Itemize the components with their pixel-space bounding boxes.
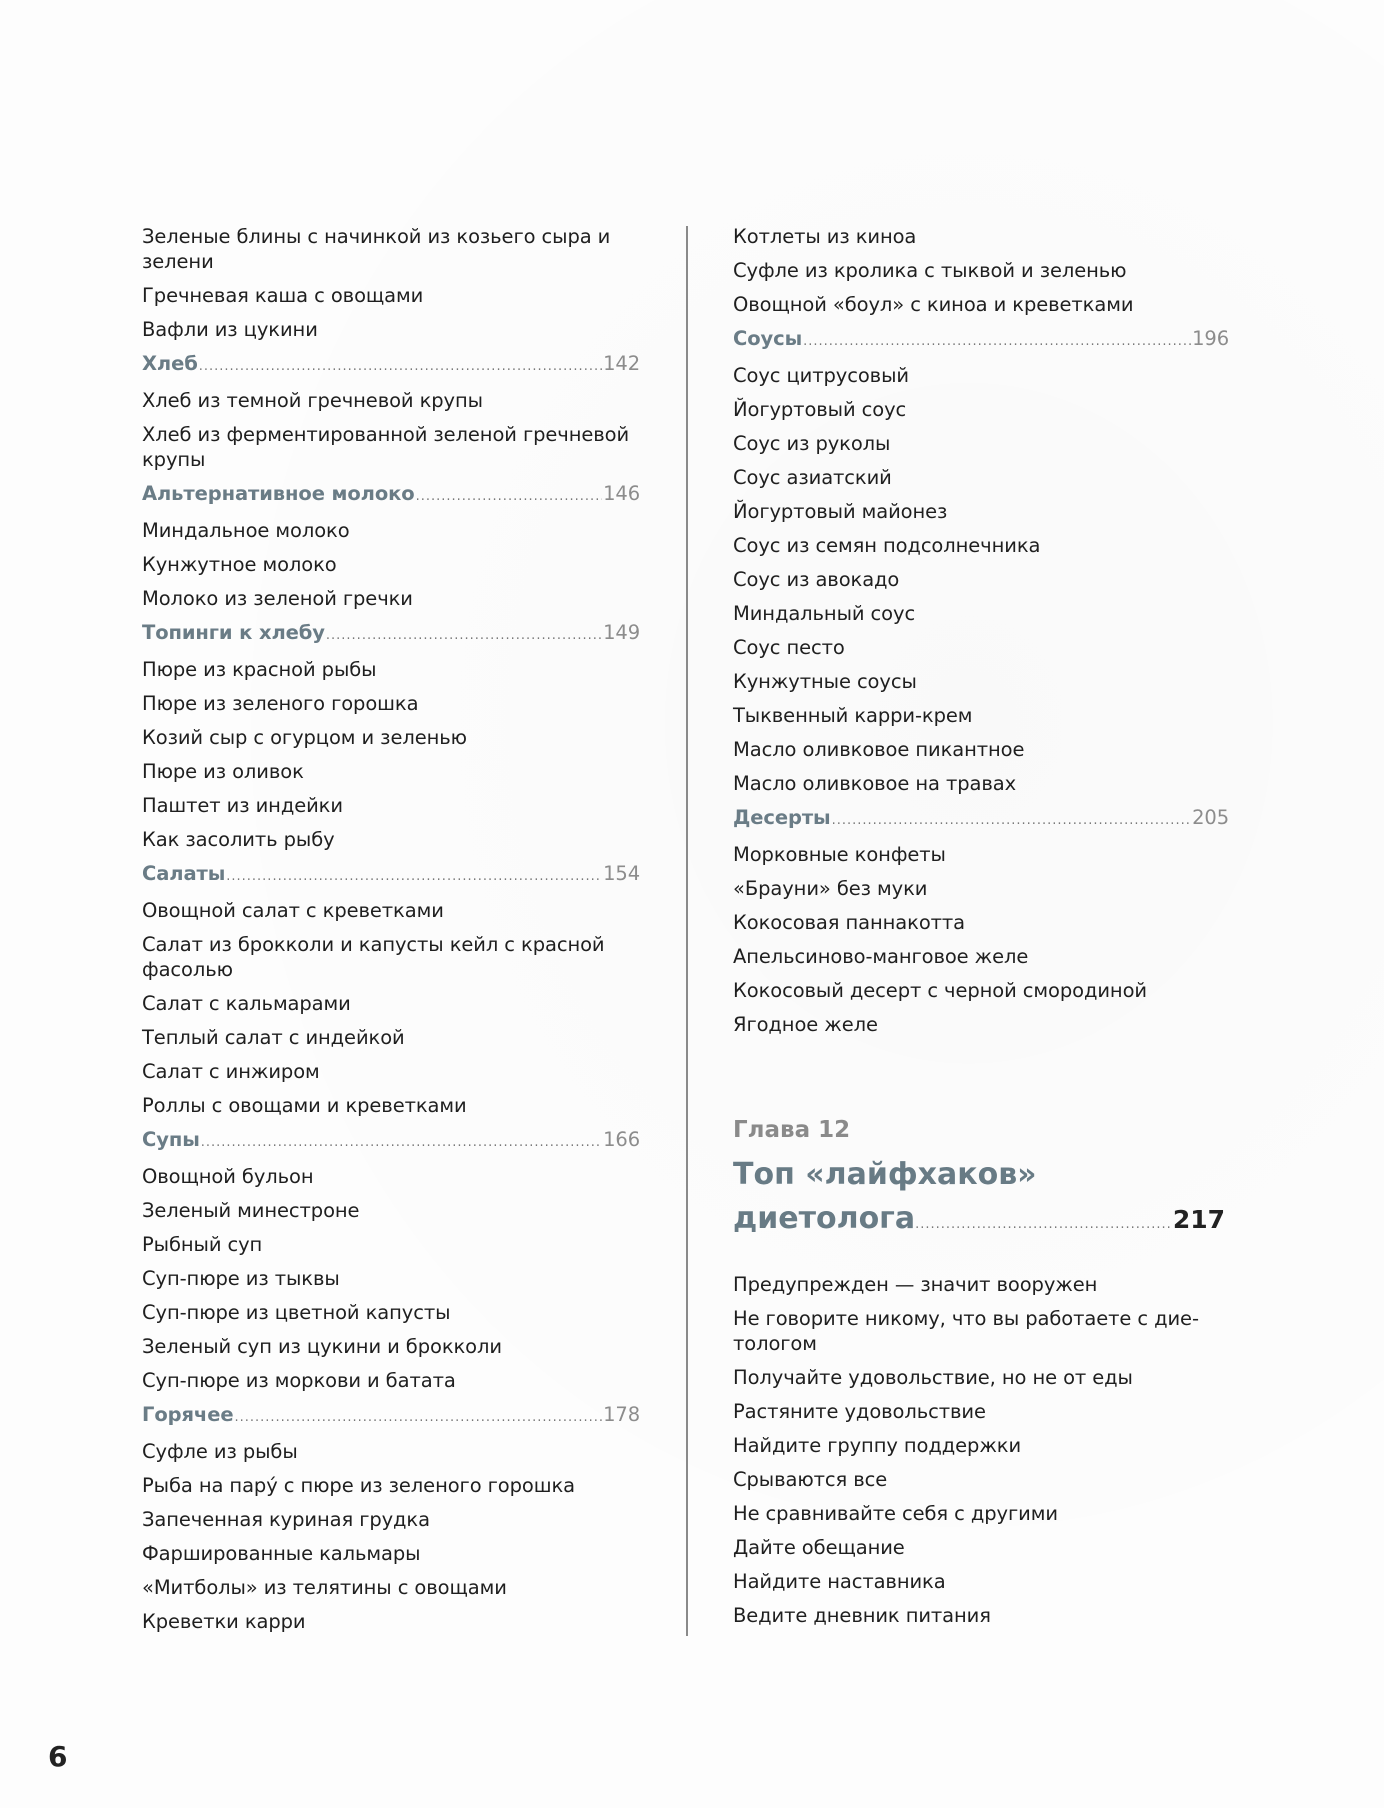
section-page-number: 166 <box>603 1127 640 1151</box>
toc-section-heading[interactable] <box>733 800 1229 837</box>
toc-entry[interactable]: Масло оливковое на травах <box>733 771 1017 795</box>
toc-entry[interactable]: Суфле из рыбы <box>142 1439 298 1463</box>
chapter-entry[interactable]: Не говорите никому, что вы работаете с дие-тологом <box>733 1306 1199 1355</box>
toc-entry[interactable]: Кокосовая паннакотта <box>733 910 966 934</box>
toc-entry[interactable]: Овощной «боул» с киноа и креветками <box>733 292 1134 316</box>
section-page-number: 205 <box>1192 805 1229 829</box>
dot-leader <box>326 623 602 648</box>
section-page-number: 196 <box>1192 326 1229 350</box>
toc-section-heading[interactable] <box>142 476 640 513</box>
toc-entry[interactable]: Зеленый минестроне <box>142 1198 360 1222</box>
toc-entry[interactable]: Овощной бульон <box>142 1164 314 1188</box>
toc-section-heading[interactable] <box>142 346 640 383</box>
dot-leader <box>234 1405 602 1430</box>
chapter-entry[interactable]: Ведите дневник питания <box>733 1603 991 1627</box>
chapter-title[interactable]: Топ «лайфхаков» <box>733 1157 1037 1192</box>
chapter-entry[interactable]: Не сравнивайте себя с другими <box>733 1501 1058 1525</box>
chapter-title-line2[interactable] <box>733 1197 1225 1247</box>
dot-leader <box>199 354 602 379</box>
toc-entry[interactable]: Салат с инжиром <box>142 1059 320 1083</box>
chapter-items <box>733 1267 1233 1632</box>
dot-leader <box>416 484 603 509</box>
toc-entry[interactable]: Вафли из цукини <box>142 317 318 341</box>
toc-entry[interactable]: Гречневая каша с овощами <box>142 283 424 307</box>
toc-section-heading[interactable] <box>733 321 1229 358</box>
toc-entry[interactable]: Фаршированные кальмары <box>142 1541 421 1565</box>
toc-entry[interactable]: Суп-пюре из тыквы <box>142 1266 340 1290</box>
toc-section-heading[interactable] <box>142 1122 640 1159</box>
toc-entry[interactable]: Кокосовый десерт с черной смородиной <box>733 978 1147 1002</box>
toc-entry[interactable]: Суфле из кролика с тыквой и зеленью <box>733 258 1127 282</box>
toc-entry[interactable]: Рыбный суп <box>142 1232 263 1256</box>
toc-entry[interactable]: Хлеб из темной гречневой крупы <box>142 388 483 412</box>
toc-entry[interactable]: Соус из авокадо <box>733 567 900 591</box>
toc-entry[interactable]: Креветки карри <box>142 1609 306 1633</box>
toc-right-entries <box>733 219 1233 1041</box>
toc-entry[interactable]: Соус песто <box>733 635 845 659</box>
toc-entry[interactable]: Йогуртовый майонез <box>733 499 948 523</box>
chapter-block <box>733 1115 1233 1632</box>
toc-entry[interactable]: Котлеты из киноа <box>733 224 917 248</box>
toc-entry[interactable]: Салат с кальмарами <box>142 991 351 1015</box>
section-page-number: 154 <box>603 861 640 885</box>
toc-right-column <box>733 219 1233 1632</box>
toc-entry[interactable]: Кунжутное молоко <box>142 552 337 576</box>
toc-entry[interactable]: Миндальный соус <box>733 601 916 625</box>
toc-entry[interactable]: Хлеб из ферментированной зеленой гречневой крупы <box>142 422 630 471</box>
column-divider <box>686 226 688 1636</box>
toc-entry[interactable]: Салат из брокколи и капусты кейл с красной фасолью <box>142 932 605 981</box>
chapter-title-text: диетолога <box>733 1201 916 1236</box>
section-title: Супы <box>142 1127 200 1151</box>
section-page-number: 146 <box>603 481 640 505</box>
toc-entry[interactable]: Апельсиново-манговое желе <box>733 944 1029 968</box>
toc-entry[interactable]: Как засолить рыбу <box>142 827 335 851</box>
toc-entry[interactable]: Суп-пюре из цветной капусты <box>142 1300 451 1324</box>
section-title: Топинги к хлебу <box>142 620 325 644</box>
dot-leader <box>226 864 602 889</box>
section-title: Хлеб <box>142 351 198 375</box>
chapter-entry[interactable]: Растяните удовольствие <box>733 1399 986 1423</box>
chapter-entry[interactable]: Предупрежден — значит вооружен <box>733 1272 1098 1296</box>
section-title: Горячее <box>142 1402 234 1426</box>
section-title: Соусы <box>733 326 803 350</box>
toc-section-heading[interactable] <box>142 1397 640 1434</box>
toc-entry[interactable]: Паштет из индейки <box>142 793 343 817</box>
toc-entry[interactable]: Суп-пюре из моркови и батата <box>142 1368 456 1392</box>
chapter-label: Глава 12 <box>733 1117 851 1143</box>
toc-entry[interactable]: Пюре из красной рыбы <box>142 657 377 681</box>
chapter-entry[interactable]: Получайте удовольствие, но не от еды <box>733 1365 1133 1389</box>
section-page-number: 142 <box>603 351 640 375</box>
toc-entry[interactable]: Пюре из оливок <box>142 759 304 783</box>
chapter-page-number: 217 <box>1172 1205 1225 1234</box>
dot-leader <box>803 329 1191 354</box>
toc-entry[interactable]: Козий сыр с огурцом и зеленью <box>142 725 467 749</box>
dot-leader <box>915 1203 1173 1247</box>
toc-entry[interactable]: Йогуртовый соус <box>733 397 907 421</box>
chapter-entry[interactable]: Срываются все <box>733 1467 888 1491</box>
toc-entry[interactable]: Теплый салат с индейкой <box>142 1025 405 1049</box>
toc-entry[interactable]: Масло оливковое пикантное <box>733 737 1025 761</box>
toc-entry[interactable]: Соус из руколы <box>733 431 891 455</box>
toc-entry[interactable]: Соус из семян подсолнечника <box>733 533 1041 557</box>
toc-entry[interactable]: Овощной салат с креветками <box>142 898 444 922</box>
toc-entry[interactable]: Роллы с овощами и креветками <box>142 1093 467 1117</box>
dot-leader <box>201 1130 602 1155</box>
toc-entry[interactable]: Миндальное молоко <box>142 518 350 542</box>
chapter-entry[interactable]: Дайте обещание <box>733 1535 905 1559</box>
chapter-entry[interactable]: Найдите группу поддержки <box>733 1433 1022 1457</box>
section-title: Альтернативное молоко <box>142 481 415 505</box>
page-number: 6 <box>48 1740 68 1773</box>
section-title: Салаты <box>142 861 226 885</box>
toc-entry[interactable]: Зеленые блины с начинкой из козьего сыра и зелени <box>142 224 611 273</box>
section-page-number: 178 <box>603 1402 640 1426</box>
toc-entry[interactable]: Пюре из зеленого горошка <box>142 691 419 715</box>
toc-left-column <box>142 219 642 1638</box>
toc-entry[interactable]: Тыквенный карри-крем <box>733 703 973 727</box>
toc-entry[interactable]: Кунжутные соусы <box>733 669 917 693</box>
chapter-entry[interactable]: Найдите наставника <box>733 1569 946 1593</box>
toc-entry[interactable]: Зеленый суп из цукини и брокколи <box>142 1334 502 1358</box>
toc-section-heading[interactable] <box>142 615 640 652</box>
toc-entry[interactable]: Соус цитрусовый <box>733 363 909 387</box>
toc-entry[interactable]: «Митболы» из телятины с овощами <box>142 1575 507 1599</box>
section-title: Десерты <box>733 805 831 829</box>
toc-entry[interactable]: Морковные конфеты <box>733 842 946 866</box>
toc-entry[interactable]: Рыба на пару́ с пюре из зеленого горошка <box>142 1473 575 1497</box>
toc-entry[interactable]: Молоко из зеленой гречки <box>142 586 413 610</box>
toc-entry[interactable]: Запеченная куриная грудка <box>142 1507 430 1531</box>
toc-section-heading[interactable] <box>142 856 640 893</box>
dot-leader <box>832 808 1192 833</box>
toc-entry[interactable]: «Брауни» без муки <box>733 876 928 900</box>
toc-entry[interactable]: Соус азиатский <box>733 465 892 489</box>
toc-entry[interactable]: Ягодное желе <box>733 1012 878 1036</box>
section-page-number: 149 <box>603 620 640 644</box>
